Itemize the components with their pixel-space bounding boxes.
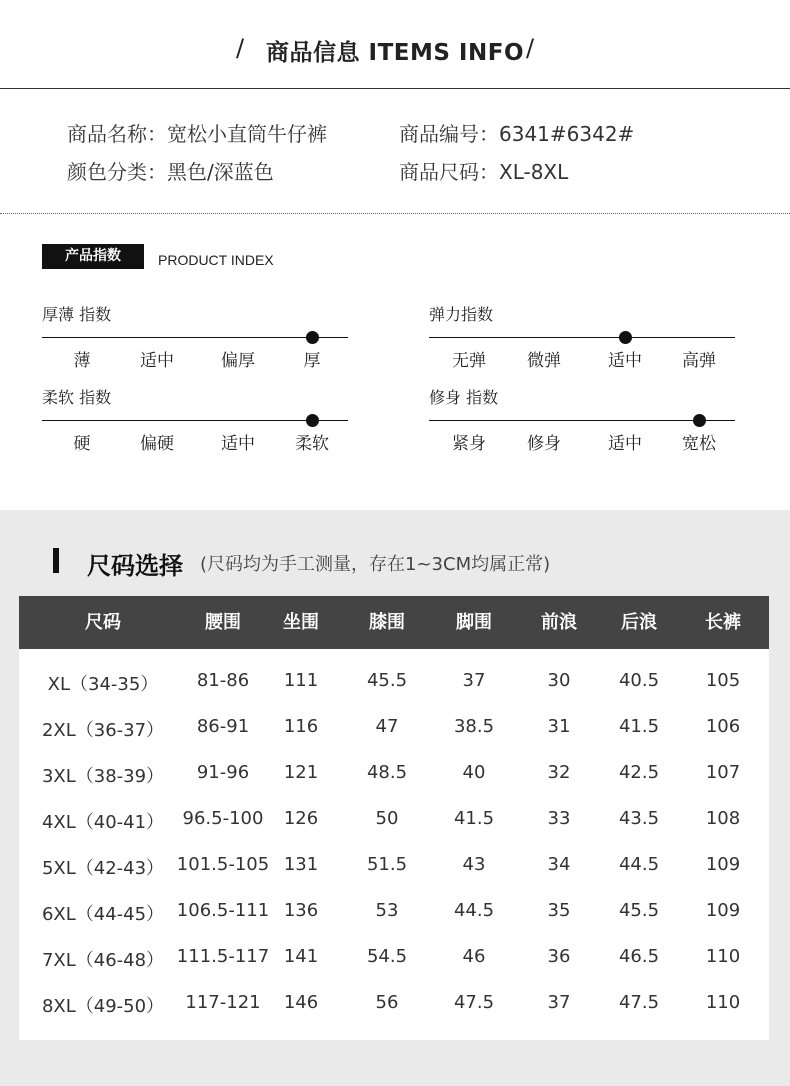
table-cell: 40	[462, 762, 486, 783]
table-cell: 2XL（36-37）	[41, 720, 165, 741]
column-header: 长裤	[705, 612, 741, 633]
table-cell: 96.5-100	[182, 808, 264, 829]
page-title: 商品信息 ITEMS INFO	[266, 40, 524, 66]
dotted-divider	[0, 213, 790, 214]
table-cell: 111	[283, 670, 319, 691]
table-cell: 53	[375, 900, 399, 921]
header-slash-left: /	[236, 34, 245, 62]
table-cell: 141	[283, 946, 319, 967]
table-cell: 32	[547, 762, 571, 783]
index-label: 薄	[73, 351, 91, 371]
table-cell: 131	[283, 854, 319, 875]
table-cell: 37	[547, 992, 571, 1013]
table-cell: 44.5	[618, 854, 660, 875]
index-title: 厚薄 指数	[42, 305, 112, 324]
table-cell: 38.5	[453, 716, 495, 737]
table-cell: 6XL（44-45）	[41, 904, 165, 925]
column-header: 脚围	[456, 612, 492, 633]
table-cell: 56	[375, 992, 399, 1013]
table-cell: 106.5-111	[176, 900, 270, 921]
item-sizes: 商品尺码：XL-8XL	[399, 160, 569, 184]
product-index-title-en: PRODUCT INDEX	[158, 252, 274, 268]
index-title: 修身 指数	[429, 388, 499, 407]
table-cell: 46	[462, 946, 486, 967]
table-cell: 43	[462, 854, 486, 875]
table-cell: 33	[547, 808, 571, 829]
table-cell: 50	[375, 808, 399, 829]
table-cell: 46.5	[618, 946, 660, 967]
index-label: 宽松	[682, 434, 716, 454]
table-cell: XL（34-35）	[47, 674, 159, 695]
index-label: 适中	[140, 351, 174, 371]
table-cell: 86-91	[196, 716, 250, 737]
index-track	[42, 337, 348, 338]
table-cell: 146	[283, 992, 319, 1013]
table-cell: 48.5	[366, 762, 408, 783]
table-cell: 101.5-105	[176, 854, 270, 875]
index-label: 偏硬	[140, 434, 174, 454]
table-cell: 43.5	[618, 808, 660, 829]
header	[0, 0, 790, 89]
table-cell: 4XL（40-41）	[41, 812, 165, 833]
size-section-title: 尺码选择	[87, 552, 183, 580]
header-slash-right: /	[526, 34, 535, 62]
table-cell: 105	[705, 670, 741, 691]
table-cell: 126	[283, 808, 319, 829]
size-section-note: (尺码均为手工测量，存在1~3CM均属正常)	[200, 554, 551, 575]
table-cell: 37	[462, 670, 486, 691]
index-marker-dot	[619, 331, 632, 344]
size-table	[19, 596, 769, 1040]
table-cell: 8XL（49-50）	[41, 996, 165, 1017]
index-label: 硬	[73, 434, 91, 454]
table-cell: 30	[547, 670, 571, 691]
table-cell: 7XL（46-48）	[41, 950, 165, 971]
index-label: 厚	[303, 351, 321, 371]
table-cell: 91-96	[196, 762, 250, 783]
table-cell: 108	[705, 808, 741, 829]
table-cell: 110	[705, 946, 741, 967]
section-marker	[53, 548, 59, 573]
index-label: 紧身	[452, 434, 486, 454]
index-track	[42, 420, 348, 421]
item-colors: 颜色分类：黑色/深蓝色	[67, 160, 274, 184]
index-track	[429, 337, 735, 338]
table-cell: 44.5	[453, 900, 495, 921]
table-cell: 116	[283, 716, 319, 737]
column-header: 后浪	[621, 612, 657, 633]
table-cell: 109	[705, 854, 741, 875]
table-cell: 47.5	[618, 992, 660, 1013]
index-label: 适中	[608, 434, 642, 454]
table-cell: 136	[283, 900, 319, 921]
index-marker-dot	[306, 331, 319, 344]
item-code: 商品编号：6341#6342#	[399, 122, 635, 146]
table-cell: 110	[705, 992, 741, 1013]
index-label: 高弹	[682, 351, 716, 371]
index-label: 偏厚	[221, 351, 255, 371]
table-cell: 3XL（38-39）	[41, 766, 165, 787]
table-cell: 42.5	[618, 762, 660, 783]
table-cell: 41.5	[618, 716, 660, 737]
index-label: 微弹	[527, 351, 561, 371]
index-label: 修身	[527, 434, 561, 454]
column-header: 前浪	[541, 612, 577, 633]
index-marker-dot	[306, 414, 319, 427]
column-header: 腰围	[205, 612, 241, 633]
table-cell: 51.5	[366, 854, 408, 875]
table-cell: 81-86	[196, 670, 250, 691]
index-label: 柔软	[295, 434, 329, 454]
index-marker-dot	[693, 414, 706, 427]
table-cell: 41.5	[453, 808, 495, 829]
column-header: 尺码	[85, 612, 121, 633]
size-table-header	[19, 596, 769, 649]
table-cell: 109	[705, 900, 741, 921]
table-cell: 5XL（42-43）	[41, 858, 165, 879]
table-cell: 45.5	[618, 900, 660, 921]
column-header: 膝围	[369, 612, 405, 633]
product-index-badge: 产品指数	[42, 244, 144, 269]
table-cell: 45.5	[366, 670, 408, 691]
index-label: 无弹	[452, 351, 486, 371]
table-cell: 54.5	[366, 946, 408, 967]
table-cell: 47.5	[453, 992, 495, 1013]
table-cell: 31	[547, 716, 571, 737]
index-label: 适中	[221, 434, 255, 454]
table-cell: 40.5	[618, 670, 660, 691]
index-title: 柔软 指数	[42, 388, 112, 407]
table-cell: 117-121	[185, 992, 261, 1013]
table-cell: 34	[547, 854, 571, 875]
index-track	[429, 420, 735, 421]
table-cell: 36	[547, 946, 571, 967]
item-name: 商品名称：宽松小直筒牛仔裤	[67, 122, 327, 146]
table-cell: 111.5-117	[176, 946, 270, 967]
column-header: 坐围	[283, 612, 319, 633]
table-cell: 47	[375, 716, 399, 737]
table-cell: 106	[705, 716, 741, 737]
table-cell: 121	[283, 762, 319, 783]
table-cell: 35	[547, 900, 571, 921]
index-label: 适中	[608, 351, 642, 371]
index-title: 弹力指数	[429, 305, 494, 324]
table-cell: 107	[705, 762, 741, 783]
